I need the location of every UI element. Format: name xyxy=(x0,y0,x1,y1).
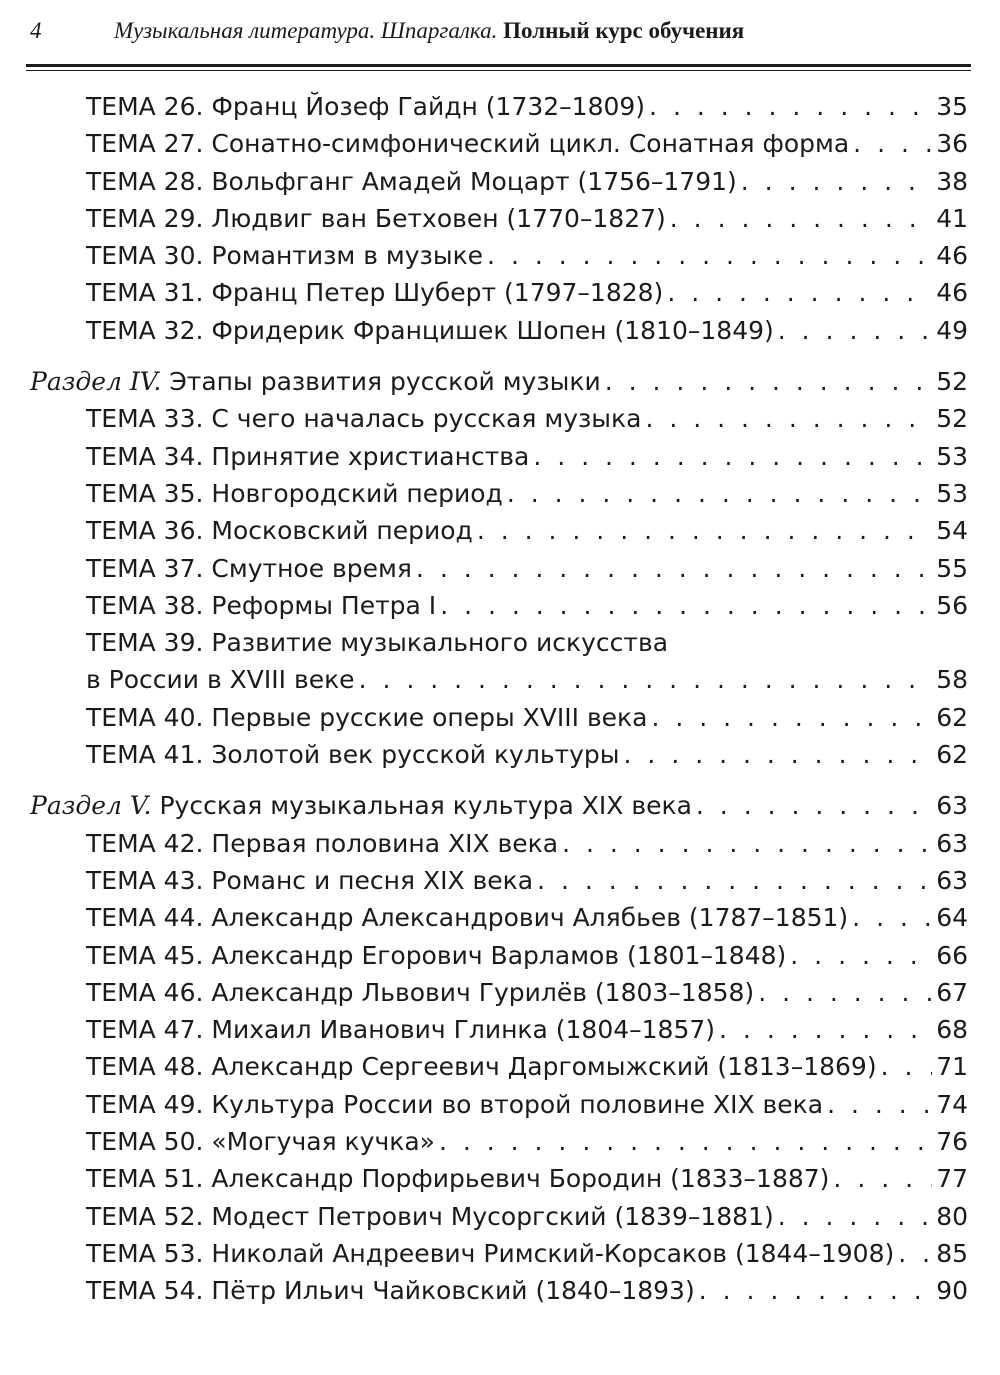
running-title-italic: Музыкальная литература. Шпаргалка. xyxy=(114,18,498,43)
toc-entry[interactable] xyxy=(30,237,972,274)
toc-entry-title: ТЕМА 32. Фридерик Францишек Шопен (1810–1849) xyxy=(86,315,774,345)
toc-entry-page: 58 xyxy=(936,665,968,695)
toc-section-title xyxy=(30,787,692,824)
table-of-contents xyxy=(30,88,972,1324)
page-number: 4 xyxy=(30,18,42,43)
toc-entry-title: ТЕМА 47. Михаил Иванович Глинка (1804–1857) xyxy=(86,1015,716,1045)
dot-leader xyxy=(852,899,932,936)
toc-entry-title: ТЕМА 34. Принятие христианства xyxy=(86,441,530,471)
toc-entry[interactable] xyxy=(30,1235,972,1272)
toc-entry-page: 67 xyxy=(936,977,968,1007)
dot-leader xyxy=(440,587,932,624)
toc-entry[interactable] xyxy=(30,475,972,512)
toc-entry-title: ТЕМА 45. Александр Егорович Варламов (1801–1848) xyxy=(86,940,787,970)
toc-entry-page: 36 xyxy=(936,129,968,159)
toc-entry-page: 38 xyxy=(936,166,968,196)
toc-entry[interactable] xyxy=(30,1086,972,1123)
toc-entry[interactable] xyxy=(30,400,972,437)
dot-leader xyxy=(881,1048,933,1085)
toc-entry-page: 63 xyxy=(936,865,968,895)
toc-entry[interactable] xyxy=(30,1198,972,1235)
toc-entry-page: 46 xyxy=(936,241,968,271)
toc-entry-page: 52 xyxy=(936,367,968,397)
toc-entry-title: ТЕМА 44. Александр Александрович Алябьев (1787–1851) xyxy=(86,903,849,933)
toc-entry-title: ТЕМА 31. Франц Петер Шуберт (1797–1828) xyxy=(86,278,664,308)
section-prefix: Раздел V. xyxy=(30,791,152,821)
toc-entry-title: ТЕМА 38. Реформы Петра I xyxy=(86,590,437,620)
dot-leader xyxy=(507,475,932,512)
toc-entry-title: ТЕМА 27. Сонатно-симфонический цикл. Сонатная форма xyxy=(86,129,850,159)
toc-entry-page: 46 xyxy=(936,278,968,308)
toc-entry[interactable] xyxy=(30,312,972,349)
toc-entry[interactable] xyxy=(30,899,972,936)
dot-leader xyxy=(537,862,932,899)
toc-entry-page: 63 xyxy=(936,791,968,821)
toc-entry-title: ТЕМА 41. Золотой век русской культуры xyxy=(86,740,620,770)
dot-leader xyxy=(624,736,933,773)
dot-leader xyxy=(778,312,932,349)
dot-leader xyxy=(439,1123,932,1160)
toc-entry-page: 35 xyxy=(936,92,968,121)
toc-entry-first-line[interactable] xyxy=(30,624,972,661)
dot-leader xyxy=(778,1198,932,1235)
dot-leader xyxy=(533,438,932,475)
dot-leader xyxy=(487,237,932,274)
toc-entry-title: ТЕМА 39. Развитие музыкального искусства xyxy=(86,628,669,658)
toc-entry-page: 52 xyxy=(936,404,968,434)
toc-entry-title: ТЕМА 51. Александр Порфирьевич Бородин (1833–1887) xyxy=(86,1164,830,1194)
section-name: Русская музыкальная культура XIX века xyxy=(159,791,692,821)
toc-entry[interactable] xyxy=(30,587,972,624)
toc-entry-title: ТЕМА 46. Александр Львович Гурилёв (1803–1858) xyxy=(86,977,755,1007)
toc-entry-page: 77 xyxy=(936,1164,968,1194)
toc-entry-title: ТЕМА 53. Николай Андреевич Римский-Корсаков (1844–1908) xyxy=(86,1238,895,1268)
running-header xyxy=(30,16,975,56)
dot-leader xyxy=(790,937,932,974)
dot-leader xyxy=(741,163,932,200)
toc-entry-page: 53 xyxy=(936,478,968,508)
toc-entry-title: ТЕМА 43. Романс и песня XIX века xyxy=(86,865,534,895)
toc-entry-title: ТЕМА 54. Пётр Ильич Чайковский (1840–1893) xyxy=(86,1276,695,1306)
toc-entry-page: 62 xyxy=(936,740,968,770)
dot-leader xyxy=(651,699,932,736)
toc-entry[interactable] xyxy=(30,825,972,862)
toc-entry[interactable] xyxy=(30,1011,972,1048)
dot-leader xyxy=(898,1235,932,1272)
toc-section-title xyxy=(30,363,601,400)
dot-leader xyxy=(670,200,932,237)
toc-entry-page: 49 xyxy=(936,315,968,345)
toc-entry[interactable] xyxy=(30,88,972,125)
dot-leader xyxy=(649,88,932,125)
toc-entry-page: 80 xyxy=(936,1201,968,1231)
dot-leader xyxy=(696,787,932,824)
dot-leader xyxy=(827,1086,932,1123)
toc-entry-title: в России в XVIII веке xyxy=(86,665,355,695)
toc-entry-title: ТЕМА 50. «Могучая кучка» xyxy=(86,1127,435,1157)
dot-leader xyxy=(562,825,932,862)
running-title-bold: Полный курс обучения xyxy=(503,18,745,43)
toc-entry-page: 63 xyxy=(936,828,968,858)
toc-entry-title: ТЕМА 29. Людвиг ван Бетховен (1770–1827) xyxy=(86,203,666,233)
toc-entry[interactable] xyxy=(30,974,972,1011)
dot-leader xyxy=(833,1160,932,1197)
toc-entry[interactable] xyxy=(30,274,972,311)
dot-leader xyxy=(719,1011,932,1048)
dot-leader xyxy=(416,550,932,587)
toc-entry-page: 66 xyxy=(936,940,968,970)
toc-entry-page: 90 xyxy=(936,1276,968,1306)
section-name: Этапы развития русской музыки xyxy=(169,367,601,397)
toc-entry-page: 54 xyxy=(936,516,968,546)
dot-leader xyxy=(699,1272,932,1309)
toc-entry-page: 74 xyxy=(936,1089,968,1119)
toc-section-4 xyxy=(30,363,972,773)
toc-entry-title: ТЕМА 40. Первые русские оперы XVIII века xyxy=(86,702,648,732)
toc-entry-title: ТЕМА 49. Культура России во второй половине XIX века xyxy=(86,1089,824,1119)
toc-entry-continuation[interactable] xyxy=(30,661,972,698)
toc-entry-page: 71 xyxy=(936,1052,968,1082)
toc-entry[interactable] xyxy=(30,699,972,736)
toc-entry[interactable] xyxy=(30,125,972,162)
dot-leader xyxy=(605,363,932,400)
toc-entry-page: 55 xyxy=(936,553,968,583)
dot-leader xyxy=(758,974,932,1011)
dot-leader xyxy=(667,274,932,311)
toc-entry-title: ТЕМА 36. Московский период xyxy=(86,516,473,546)
toc-entry[interactable] xyxy=(30,163,972,200)
header-rule-thick xyxy=(26,64,971,67)
toc-entry-page: 56 xyxy=(936,590,968,620)
section-prefix: Раздел IV. xyxy=(30,367,162,397)
dot-leader xyxy=(359,661,933,698)
toc-entry[interactable] xyxy=(30,438,972,475)
toc-entry-title: ТЕМА 30. Романтизм в музыке xyxy=(86,241,484,271)
dot-leader xyxy=(853,125,932,162)
toc-entry-title: ТЕМА 26. Франц Йозеф Гайдн (1732–1809) xyxy=(86,92,646,121)
toc-entry[interactable] xyxy=(30,512,972,549)
toc-entry-page: 85 xyxy=(936,1238,968,1268)
toc-section-heading[interactable] xyxy=(30,363,972,400)
header-rule-thin xyxy=(26,70,971,71)
toc-entry[interactable] xyxy=(30,200,972,237)
dot-leader xyxy=(477,512,932,549)
toc-entry-page: 64 xyxy=(936,903,968,933)
toc-section-heading[interactable] xyxy=(30,787,972,824)
toc-entry-title: ТЕМА 42. Первая половина XIX века xyxy=(86,828,559,858)
toc-entry[interactable] xyxy=(30,1123,972,1160)
toc-entry-title: ТЕМА 48. Александр Сергеевич Даргомыжский (1813–1869) xyxy=(86,1052,877,1082)
toc-entry[interactable] xyxy=(30,1272,972,1309)
toc-entry[interactable] xyxy=(30,1160,972,1197)
toc-section-5 xyxy=(30,787,972,1309)
toc-entry[interactable] xyxy=(30,937,972,974)
toc-entry-title: ТЕМА 28. Вольфганг Амадей Моцарт (1756–1791) xyxy=(86,166,737,196)
toc-entry[interactable] xyxy=(30,1048,972,1085)
toc-entry[interactable] xyxy=(30,862,972,899)
running-title xyxy=(114,18,744,44)
toc-entry-page: 68 xyxy=(936,1015,968,1045)
toc-entry-title: ТЕМА 52. Модест Петрович Мусоргский (1839–1881) xyxy=(86,1201,774,1231)
toc-entry-page: 62 xyxy=(936,702,968,732)
toc-entry-title: ТЕМА 33. С чего началась русская музыка xyxy=(86,404,642,434)
toc-block-1 xyxy=(30,88,972,349)
dot-leader xyxy=(645,400,932,437)
toc-entry-page: 41 xyxy=(936,203,968,233)
toc-entry-page: 53 xyxy=(936,441,968,471)
toc-entry[interactable] xyxy=(30,736,972,773)
toc-entry[interactable] xyxy=(30,550,972,587)
toc-entry-title: ТЕМА 37. Смутное время xyxy=(86,553,412,583)
toc-entry-page: 76 xyxy=(936,1127,968,1157)
toc-entry-title: ТЕМА 35. Новгородский период xyxy=(86,478,503,508)
